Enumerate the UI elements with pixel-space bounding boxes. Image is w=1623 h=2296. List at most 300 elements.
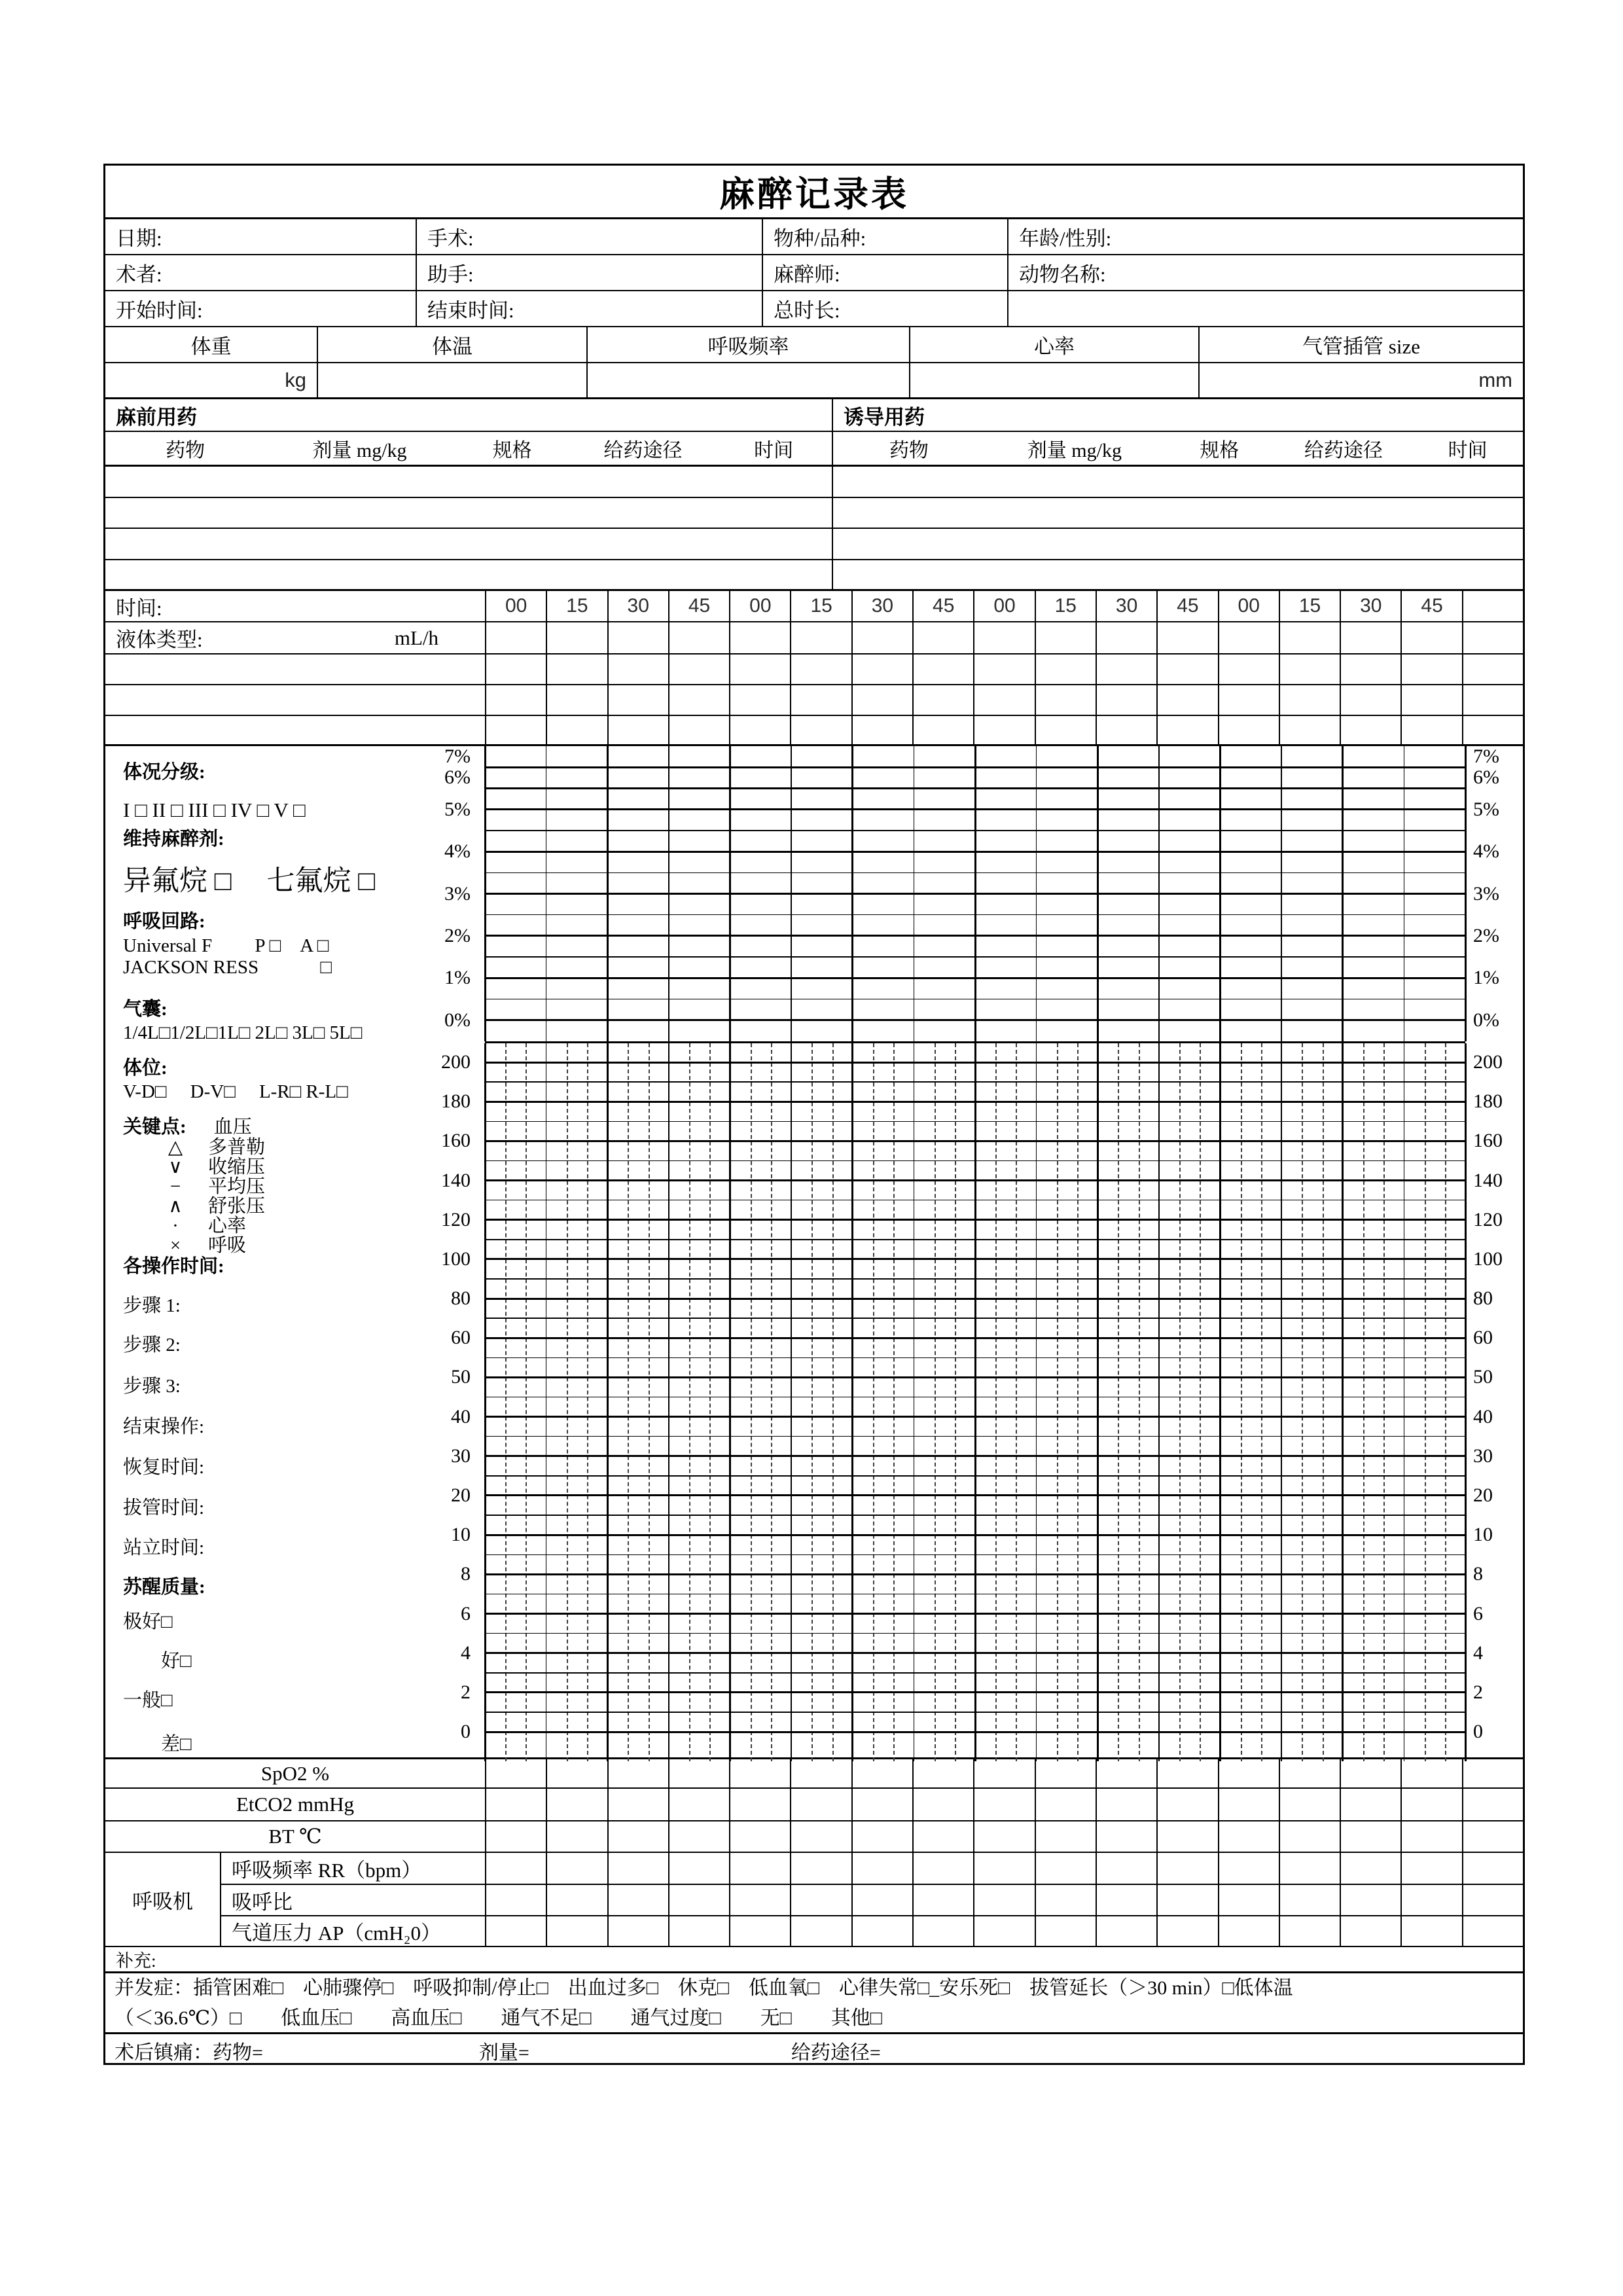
airway-pressure-entry-cell[interactable] [1400,1916,1461,1946]
rr-entry-cell[interactable] [1156,1853,1217,1884]
scale-label-right: 180 [1473,1090,1503,1113]
time-slot-cell[interactable]: 15 [790,591,851,621]
airway-pressure-entry-cell[interactable] [790,1916,851,1946]
ie-ratio-entry-cell[interactable] [485,1885,546,1915]
sidebar-option-line[interactable]: 极好□ [123,1611,173,1632]
timeline-entry-cell[interactable] [851,716,912,744]
weight-value-cell[interactable]: kg [105,363,318,397]
timeline-entry-cell[interactable] [1218,685,1279,715]
airway-pressure-entry-cell[interactable] [485,1916,546,1946]
drug-row [105,498,1523,529]
scale-label-left: 140 [441,1169,471,1191]
sidebar-option-line[interactable]: 异氟烷 □ 七氟烷 □ [123,866,376,897]
bt-entry-cell[interactable] [1096,1821,1156,1852]
spo2-entry-cell[interactable] [729,1759,790,1787]
fluid-label-cell[interactable] [105,622,485,653]
postop-drug-field[interactable]: 药物= [213,2042,263,2064]
time-slot-cell[interactable]: 15 [1035,591,1096,621]
bt-row [105,1821,1523,1853]
time-slot-cells [485,591,1523,621]
time-slot-cell[interactable]: 00 [485,591,546,621]
premed-entry-cell[interactable] [105,467,833,497]
timeline-entry-cell[interactable] [485,716,546,744]
bt-entry-cell[interactable] [668,1821,729,1852]
ie-ratio-entry-cell[interactable] [1340,1885,1400,1915]
sidebar-option-line[interactable]: 1/4L□1/2L□1L□ 2L□ 3L□ 5L□ [123,1022,363,1043]
vapor-percent-chart[interactable] [444,745,1499,1041]
ie-ratio-entry-cell[interactable] [851,1885,912,1915]
premed-entry-cell[interactable] [105,498,833,528]
sidebar-section-label: 各操作时间: [123,1256,224,1277]
legend-symbol: − [169,1176,181,1197]
timeline-entry-cell[interactable] [912,685,973,715]
scale-label-left: 2% [444,924,471,946]
legend-symbol: ∧ [168,1196,183,1217]
rr-entry-cell[interactable] [973,1853,1034,1884]
ie-ratio-entry-cell[interactable] [1400,1885,1461,1915]
etco2-entry-cell[interactable] [912,1789,973,1820]
premed-entry-cell[interactable] [105,529,833,559]
timeline-entry-cell[interactable] [1400,655,1461,684]
etco2-entry-cell[interactable] [1340,1789,1400,1820]
timeline-entry-cell[interactable] [1462,655,1523,684]
etco2-entry-cell[interactable] [668,1789,729,1820]
bt-entry-cell[interactable] [790,1821,851,1852]
legend-text: 心率 [208,1215,247,1236]
ventilator-label: 呼吸机 [105,1853,221,1947]
fluid-entry-cell[interactable] [607,622,668,653]
anesthetist-field[interactable]: 麻醉师: [763,255,1008,290]
heart-rate-value-cell[interactable] [910,363,1200,397]
rr-entry-cell[interactable] [485,1853,546,1884]
scale-label-left: 0 [461,1721,471,1743]
timeline-entry-cell[interactable] [1156,655,1217,684]
timeline-entry-cell[interactable] [1462,685,1523,715]
ie-ratio-entry-cell[interactable] [973,1885,1034,1915]
fluid-entry-cell[interactable] [1035,622,1096,653]
fluid-entry-cell[interactable] [912,622,973,653]
fluid-entry-cell[interactable] [668,622,729,653]
timeline-entry-cells [485,716,1523,744]
timeline-entry-cell[interactable] [1096,685,1156,715]
timeline-entry-cell[interactable] [973,685,1034,715]
etco2-entry-cell[interactable] [546,1789,607,1820]
timeline-entry-cell[interactable] [1096,716,1156,744]
rr-label: 呼吸频率 RR（bpm） [232,1859,422,1882]
legend-symbol: ∨ [168,1157,183,1177]
bt-entry-cell[interactable] [546,1821,607,1852]
airway-pressure-entry-cell[interactable] [912,1916,973,1946]
header-row-1 [105,219,1523,255]
premed-entry-cell[interactable] [105,560,833,589]
supplement-row[interactable] [105,1947,1523,1973]
rr-entry-cell[interactable] [1035,1853,1096,1884]
time-slot-cell[interactable]: 45 [912,591,973,621]
bt-entry-cell[interactable] [485,1821,546,1852]
scale-label-right: 20 [1473,1484,1493,1506]
timeline-entry-cell[interactable] [1340,685,1400,715]
time-slot-cell[interactable]: 15 [546,591,607,621]
ie-ratio-entry-cell[interactable] [668,1885,729,1915]
time-slot-cell[interactable]: 00 [1218,591,1279,621]
sidebar-option-line[interactable]: 差□ [161,1734,192,1755]
bt-entry-cell[interactable] [1340,1821,1400,1852]
etco2-entry-cell[interactable] [729,1789,790,1820]
respiratory-rate-value-cell[interactable] [588,363,910,397]
ie-ratio-entry-cell[interactable] [729,1885,790,1915]
ie-ratio-entry-cell[interactable] [1156,1885,1217,1915]
rr-entry-cell[interactable] [790,1853,851,1884]
airway-pressure-entry-cell[interactable] [851,1916,912,1946]
etco2-entry-cell[interactable] [1279,1789,1340,1820]
premed-columns [105,434,832,463]
timeline-entry-cell[interactable] [1279,655,1340,684]
timeline-entry-cell[interactable] [1462,716,1523,744]
timeline-entry-cell[interactable] [1279,685,1340,715]
scale-label-right: 50 [1473,1366,1493,1388]
time-label: 时间: [116,596,162,620]
col-time: 时间 [754,440,794,461]
bt-entry-cell[interactable] [851,1821,912,1852]
timeline-entry-cell[interactable] [607,685,668,715]
rr-entry-cell[interactable] [668,1853,729,1884]
spo2-entry-cell[interactable] [912,1759,973,1787]
bt-entry-cell[interactable] [1279,1821,1340,1852]
etco2-entry-cell[interactable] [790,1789,851,1820]
airway-pressure-entry-cell[interactable] [546,1916,607,1946]
spo2-entry-cell[interactable] [1340,1759,1400,1787]
rr-entry-cell[interactable] [729,1853,790,1884]
timeline-entry-cell[interactable] [668,716,729,744]
weight-header: 体重 [105,327,318,362]
airway-pressure-entry-cell[interactable] [1340,1916,1400,1946]
legend-line [123,1234,246,1257]
scale-label-left: 40 [451,1405,471,1427]
timeline-entry-cell[interactable] [546,655,607,684]
time-slot-cell[interactable]: 00 [729,591,790,621]
bt-entry-cell[interactable] [1218,1821,1279,1852]
postop-route-field[interactable]: 给药途径= [791,2042,881,2064]
scale-label-right: 7% [1473,745,1499,768]
date-field[interactable]: 日期: [105,219,417,254]
sidebar-option-line[interactable]: 一般□ [123,1690,173,1711]
etco2-entry-cell[interactable] [485,1789,546,1820]
bt-entry-cell[interactable] [912,1821,973,1852]
time-slot-cell[interactable]: 00 [973,591,1034,621]
sidebar-option-line[interactable]: I □ II □ III □ IV □ V □ [123,798,306,821]
vitals-value-row [105,363,1523,399]
scale-label-left: 4 [461,1641,471,1664]
ie-ratio-entry-cell[interactable] [1035,1885,1096,1915]
fluid-entry-cell[interactable] [1218,622,1279,653]
col-drug: 药物 [166,440,205,461]
bt-entry-cell[interactable] [607,1821,668,1852]
fluid-entry-cell[interactable] [1462,622,1523,653]
fluid-entry-cell[interactable] [790,622,851,653]
timeline-entry-cell[interactable] [790,685,851,715]
timeline-entry-cell[interactable] [851,685,912,715]
scale-label-right: 4 [1473,1641,1483,1664]
time-slot-cell[interactable]: 30 [1340,591,1400,621]
timeline-blank-label[interactable] [105,716,485,744]
rr-entry-cell[interactable] [607,1853,668,1884]
time-slot-cell[interactable] [1462,591,1523,621]
timeline-entry-cell[interactable] [729,685,790,715]
time-slot-cell[interactable]: 45 [1156,591,1217,621]
timeline-entry-cell[interactable] [1156,685,1217,715]
postop-dose-field[interactable]: 剂量= [478,2042,529,2064]
et-tube-size-header: 气管插管 size [1302,335,1420,358]
spo2-entry-cell[interactable] [668,1759,729,1787]
complications-line-2[interactable]: （＜36.6℃）□ 低血压□ 高血压□ 通气不足□ 通气过度□ 无□ 其他□ [115,2007,882,2029]
rr-entry-cell[interactable] [1218,1853,1279,1884]
etco2-entry-cell[interactable] [1218,1789,1279,1820]
bt-label: BT ℃ [268,1825,322,1848]
scale-label-left: 120 [441,1208,471,1230]
temperature-value-cell[interactable] [318,363,588,397]
rr-entry-cell[interactable] [1400,1853,1461,1884]
timeline-entry-cell[interactable] [973,716,1034,744]
surgeon-field[interactable]: 术者: [105,255,417,290]
fluid-entry-cell[interactable] [1096,622,1156,653]
anesthesia-record-form [103,164,1525,2065]
species-field[interactable]: 物种/品种: [763,219,1008,254]
fluid-entry-cells [485,622,1523,653]
time-slot-cell[interactable]: 15 [1279,591,1340,621]
ie-ratio-entry-cell[interactable] [790,1885,851,1915]
timeline-entry-cell[interactable] [790,716,851,744]
etco2-entry-cell[interactable] [1156,1789,1217,1820]
legend-symbol: · [172,1215,179,1236]
age-sex-field[interactable]: 年龄/性别: [1019,227,1112,250]
timeline-blank-label[interactable] [105,685,485,715]
fluid-entry-cell[interactable] [973,622,1034,653]
etco2-entry-cell[interactable] [1400,1789,1461,1820]
scale-label-right: 4% [1473,840,1499,863]
etco2-entry-cell[interactable] [1096,1789,1156,1820]
fluid-entry-cell[interactable] [1156,622,1217,653]
bt-entry-cell[interactable] [1462,1821,1523,1852]
timeline-entry-cell[interactable] [1035,716,1096,744]
timeline-entry-cell[interactable] [668,685,729,715]
rr-entry-cells [485,1853,1523,1884]
timeline-entry-cell[interactable] [485,655,546,684]
spo2-entry-cell[interactable] [1279,1759,1340,1787]
airway-pressure-entry-cell[interactable] [1035,1916,1096,1946]
end-time-field[interactable]: 结束时间: [417,291,763,326]
spo2-entry-cell[interactable] [1462,1759,1523,1787]
airway-pressure-entry-cell[interactable] [1279,1916,1340,1946]
ie-ratio-entry-cell[interactable] [1462,1885,1523,1915]
ie-ratio-label: 吸呼比 [232,1890,293,1914]
time-slot-cell[interactable]: 30 [851,591,912,621]
ie-ratio-entry-cell[interactable] [607,1885,668,1915]
etco2-entry-cell[interactable] [851,1789,912,1820]
etco2-label: EtCO2 mmHg [236,1793,354,1816]
timeline-entry-cell[interactable] [973,655,1034,684]
col-route: 给药途径 [603,440,683,461]
ie-ratio-entry-cell[interactable] [546,1885,607,1915]
start-time-field[interactable]: 开始时间: [105,291,417,326]
complications-line-1[interactable]: 并发症：插管困难□ 心肺骤停□ 呼吸抑制/停止□ 出血过多□ 休克□ 低血氧□ 心律失常□_安乐死□ 拔管延长（＞30 min）□低体温 [115,1977,1293,1999]
timeline-blank-row [105,716,1523,746]
spo2-label: SpO2 % [260,1761,330,1785]
scale-label-left: 3% [444,882,471,905]
ie-ratio-entry-cell[interactable] [1279,1885,1340,1915]
scale-label-left: 5% [444,798,471,820]
fluid-entry-cell[interactable] [1400,622,1461,653]
induction-entry-cell[interactable] [833,529,1523,559]
bt-entry-cell[interactable] [973,1821,1034,1852]
airway-pressure-entry-cell[interactable] [1462,1916,1523,1946]
bt-entry-cell[interactable] [729,1821,790,1852]
timeline-entry-cell[interactable] [1156,716,1217,744]
timeline-entry-cell[interactable] [729,716,790,744]
spo2-entry-cell[interactable] [485,1759,546,1787]
airway-pressure-entry-cell[interactable] [668,1916,729,1946]
rr-entry-cell[interactable] [912,1853,973,1884]
etco2-entry-cell[interactable] [1462,1789,1523,1820]
scale-label-right: 80 [1473,1287,1493,1310]
scale-label-left: 100 [441,1247,471,1270]
spo2-entry-cell[interactable] [1400,1759,1461,1787]
spo2-entry-cell[interactable] [851,1759,912,1787]
timeline-blank-label[interactable] [105,655,485,684]
spo2-entry-cell[interactable] [1035,1759,1096,1787]
timeline-entry-cell[interactable] [729,655,790,684]
airway-pressure-entry-cell[interactable] [1156,1916,1217,1946]
fluid-entry-cell[interactable] [485,622,546,653]
induction-entry-cell[interactable] [833,560,1523,589]
etco2-entry-cell[interactable] [973,1789,1034,1820]
induction-entry-cell[interactable] [833,467,1523,497]
timeline-entry-cell[interactable] [607,716,668,744]
timeline-entry-cell[interactable] [1340,716,1400,744]
timeline-entry-cell[interactable] [1218,655,1279,684]
sidebar-section-label: 体况分级: [123,762,205,783]
airway-pressure-entry-cell[interactable] [1096,1916,1156,1946]
spo2-entry-cell[interactable] [790,1759,851,1787]
timeline-entry-cell[interactable] [1400,716,1461,744]
airway-pressure-entry-cell[interactable] [973,1916,1034,1946]
legend-text: 平均压 [208,1176,266,1197]
induction-entry-cell[interactable] [833,498,1523,528]
timeline-entry-cell[interactable] [1035,685,1096,715]
scale-label-right: 8 [1473,1563,1483,1585]
rr-entry-cell[interactable] [1340,1853,1400,1884]
animal-name-field[interactable]: 动物名称: [1019,263,1106,286]
timeline-entry-cell[interactable] [546,685,607,715]
bt-entry-cell[interactable] [1400,1821,1461,1852]
etco2-entry-cell[interactable] [607,1789,668,1820]
et-tube-size-value-cell[interactable]: mm [1478,368,1512,391]
fluid-entry-cell[interactable] [1279,622,1340,653]
timeline-entry-cell[interactable] [912,655,973,684]
rr-row [221,1853,1523,1885]
ie-ratio-entry-cell[interactable] [1218,1885,1279,1915]
col-time: 时间 [1448,440,1488,461]
total-duration-field[interactable]: 总时长: [763,291,1008,326]
surgery-field[interactable]: 手术: [417,219,763,254]
timeline-entry-cell[interactable] [912,716,973,744]
time-slot-cell[interactable]: 30 [607,591,668,621]
keypoints-text: 血压 [213,1117,252,1138]
fluid-entry-cell[interactable] [729,622,790,653]
airway-pressure-entry-cell[interactable] [729,1916,790,1946]
spo2-entry-cell[interactable] [1096,1759,1156,1787]
assistant-field[interactable]: 助手: [417,255,763,290]
spo2-entry-cell[interactable] [1156,1759,1217,1787]
scale-label-left: 7% [444,745,471,768]
ie-ratio-entry-cell[interactable] [1096,1885,1156,1915]
timeline-entry-cell[interactable] [851,655,912,684]
airway-pressure-entry-cell[interactable] [607,1916,668,1946]
timeline-entry-cell[interactable] [1218,716,1279,744]
timeline-entry-cell[interactable] [1340,655,1400,684]
header-blank-cell[interactable] [1008,291,1523,326]
etco2-entry-cell[interactable] [1035,1789,1096,1820]
fluid-entry-cell[interactable] [1340,622,1400,653]
bt-entry-cell[interactable] [1156,1821,1217,1852]
timeline-entry-cell[interactable] [1035,655,1096,684]
rr-entry-cell[interactable] [1279,1853,1340,1884]
timeline-entry-cell[interactable] [1096,655,1156,684]
timeline-entry-cell[interactable] [1279,716,1340,744]
vitals-trend-chart[interactable] [441,1041,1503,1761]
spo2-entry-cell[interactable] [607,1759,668,1787]
legend-symbol: △ [168,1137,183,1158]
fluid-entry-cell[interactable] [546,622,607,653]
etco2-row [105,1789,1523,1821]
legend-text: 多普勒 [208,1137,266,1158]
rr-entry-cell[interactable] [851,1853,912,1884]
sidebar-option-line[interactable]: Universal F P □ A □ [123,935,329,956]
sidebar-option-line[interactable]: JACKSON RESS □ [123,957,332,978]
timeline-entry-cell[interactable] [668,655,729,684]
postop-analgesia-row[interactable] [105,2034,1523,2067]
scale-label-right: 10 [1473,1524,1493,1546]
rr-entry-cell[interactable] [546,1853,607,1884]
sidebar-option-line[interactable]: V-D□ D-V□ L-R□ R-L□ [123,1081,348,1102]
rr-entry-cell[interactable] [1462,1853,1523,1884]
airway-pressure-row [221,1916,1523,1947]
time-slot-cell[interactable]: 45 [668,591,729,621]
timeline-entry-cell[interactable] [546,716,607,744]
fluid-entry-cell[interactable] [851,622,912,653]
spo2-entry-cell[interactable] [546,1759,607,1787]
timeline-entry-cell[interactable] [485,685,546,715]
sidebar-section-label: 体位: [123,1058,168,1079]
timeline-entry-cell[interactable] [1400,685,1461,715]
bt-entry-cell[interactable] [1035,1821,1096,1852]
airway-pressure-label: 气道压力 AP（cmH₂0） [232,1922,441,1945]
ie-ratio-entry-cell[interactable] [912,1885,973,1915]
time-slot-cell[interactable]: 30 [1096,591,1156,621]
rr-entry-cell[interactable] [1096,1853,1156,1884]
page-title: 麻醉记录表 [105,166,1523,219]
time-slot-cell[interactable]: 45 [1400,591,1461,621]
sidebar-option-line[interactable]: 好□ [161,1651,192,1672]
scale-label-right: 1% [1473,967,1499,989]
spo2-entry-cell[interactable] [973,1759,1034,1787]
timeline-entry-cell[interactable] [607,655,668,684]
scale-label-left: 80 [451,1287,471,1310]
airway-pressure-entry-cell[interactable] [1218,1916,1279,1946]
drug-row [105,467,1523,498]
spo2-entry-cell[interactable] [1218,1759,1279,1787]
timeline-entry-cell[interactable] [790,655,851,684]
complications-row[interactable] [105,1973,1523,2034]
